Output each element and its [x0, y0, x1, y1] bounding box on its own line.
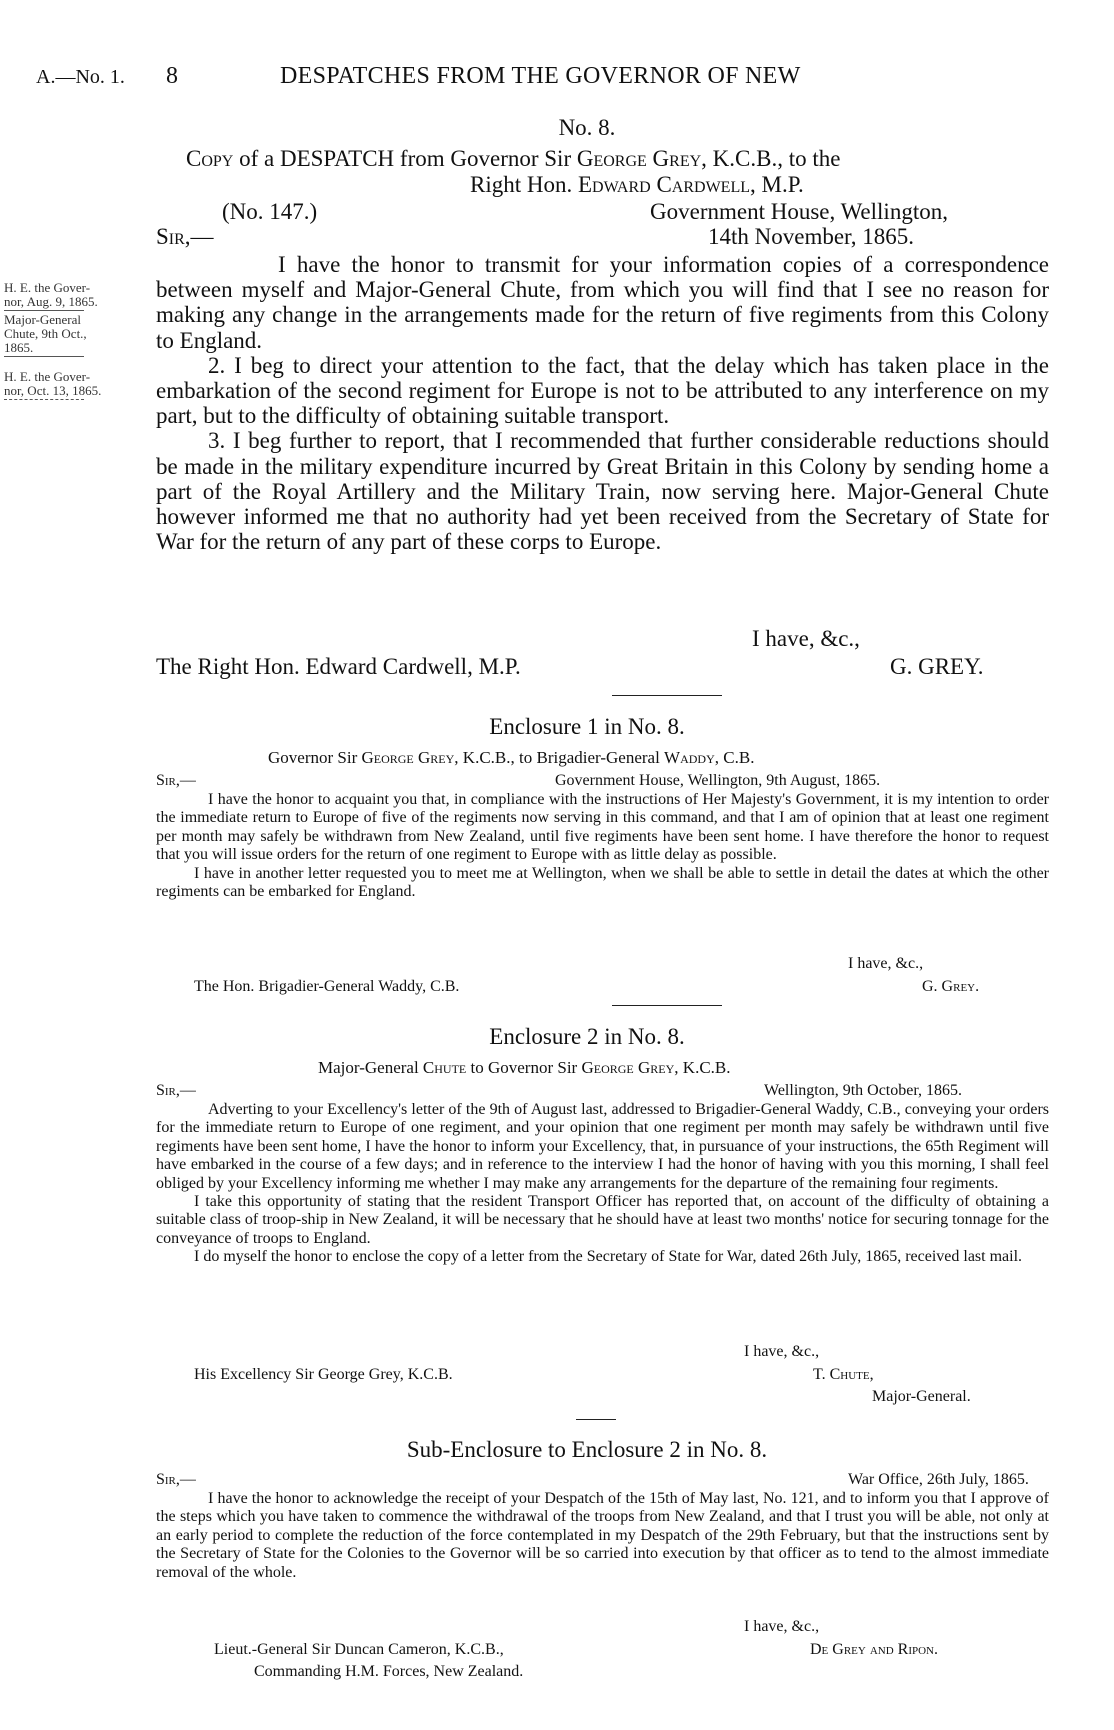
enclosure1-salutation: Sir,—: [156, 772, 196, 789]
despatch-para-1: I have the honor to transmit for your information copies of a correspondence between myself and Major-General Chute, from which you will find that I see no reason for making any change in the arrangements made for the return of five regiments from this Colony to England.: [156, 252, 1049, 353]
enclosure2-heading: Enclosure 2 in No. 8.: [489, 1024, 685, 1049]
margin-note-2-line3: 1865.: [4, 340, 34, 355]
enclosure2-para-2: I take this opportunity of stating that the resident Transport Officer has reported that, on account of the difficulty of obtaining a suitable class of troop-ship in New Zealand, it will be necessary that he should have at least two months' notice for securing tonnage for the conveyance of troops to England.: [156, 1193, 1049, 1247]
subenclosure-signature: De Grey and Ripon.: [810, 1641, 939, 1658]
enclosure2-signature-rank: Major-General.: [872, 1388, 971, 1405]
despatch-signature: G. GREY.: [890, 654, 984, 679]
enclosure2-body: [156, 1101, 1049, 1267]
page-number: 8: [166, 63, 178, 89]
margin-note-rule: [4, 356, 84, 357]
series-label: A.—No. 1.: [36, 66, 125, 88]
margin-note-2: [4, 313, 87, 357]
despatch-addressee: The Right Hon. Edward Cardwell, M.P.: [156, 654, 521, 679]
enclosure1-closing: I have, &c.,: [848, 955, 924, 972]
enclosure1-place-date: Government House, Wellington, 9th August, 1865.: [555, 772, 881, 789]
enclosure2-subtitle: Major-General Chute to Governor Sir George Grey, K.C.B.: [318, 1058, 731, 1077]
enclosure2-addressee: His Excellency Sir George Grey, K.C.B.: [194, 1366, 453, 1383]
subenclosure-heading: Sub-Enclosure to Enclosure 2 in No. 8.: [406, 1437, 768, 1462]
subenclosure-addressee-line2: Commanding H.M. Forces, New Zealand.: [254, 1663, 524, 1680]
subenclosure-salutation: Sir,—: [156, 1471, 196, 1488]
margin-note-1-line2: nor, Aug. 9, 1865.: [4, 294, 98, 309]
despatch-closing: I have, &c.,: [752, 626, 860, 651]
enclosure1-signature: G. Grey.: [922, 978, 980, 995]
margin-note-rule: [4, 399, 84, 400]
enclosure2-signature: T. Chute,: [813, 1366, 874, 1383]
enclosure1-subtitle: Governor Sir George Grey, K.C.B., to Brigadier-General Waddy, C.B.: [268, 748, 755, 767]
enclosure2-para-3: I do myself the honor to enclose the copy of a letter from the Secretary of State for War, dated 26th July, 1865, received last mail.: [194, 1248, 1023, 1266]
section-divider: [612, 1005, 722, 1006]
running-title: DESPATCHES FROM THE GOVERNOR OF NEW: [280, 63, 801, 89]
margin-note-1: [4, 281, 98, 311]
section-divider: [576, 1419, 616, 1420]
margin-note-2-line1: Major-General: [4, 312, 81, 327]
enclosure2-closing: I have, &c.,: [744, 1343, 820, 1360]
subenclosure-place-date: War Office, 26th July, 1865.: [848, 1471, 1029, 1488]
despatch-title-line2: Right Hon. Edward Cardwell, M.P.: [470, 172, 804, 197]
despatch-title-line1: Copy of a DESPATCH from Governor Sir George Grey, K.C.B., to the: [186, 146, 841, 171]
despatch-number: No. 8.: [558, 115, 616, 140]
enclosure1-para-1: I have the honor to acquaint you that, in compliance with the instructions of Her Majesty's Government, it is my intention to order the immediate return to Europe of five of the regiments now serving in this command, and that I am of opinion that at least one regiment per month may safely be withdrawn from New Zealand, until five regiments have been sent home. I have therefore the honor to request that you will issue orders for the return of one regiment to Europe with as little delay as possible.: [156, 791, 1049, 864]
despatch-place: Government House, Wellington,: [650, 199, 948, 224]
enclosure1-para-2: I have in another letter requested you to meet me at Wellington, when we shall be able to settle in detail the dates at which the other regiments can be embarked for England.: [156, 864, 1049, 901]
margin-note-3-line2: nor, Oct. 13, 1865.: [4, 383, 102, 398]
subenclosure-para-1: I have the honor to acknowledge the receipt of your Despatch of the 15th of May last, No. 121, and to inform you that I approve of the steps which you have taken to commence the withdrawal of the troops from New Zealand, and that I trust you will be able, not only at an early period to complete the reduction of the force contemplated in my Despatch of the 29th February, but that the instructions sent by the Secretary of State for the Colonies to the Governor will be so carried into execution by that officer as to tend to the almost immediate removal of the whole.: [156, 1490, 1049, 1581]
margin-note-rule: [4, 310, 84, 311]
despatch-salutation: Sir,—: [156, 224, 214, 249]
despatch-para-3: 3. I beg further to report, that I recommended that further considerable reductions should be made in the military expenditure incurred by Great Britain in this Colony by sending home a part of the Royal Artillery and the Military Train, now serving here. Major-General Chute however informed me that no authority had yet been received from the Secretary of State for War for the return of any part of these corps to Europe.: [156, 428, 1049, 555]
section-divider: [612, 695, 722, 696]
subenclosure-closing: I have, &c.,: [744, 1618, 820, 1635]
enclosure2-place-date: Wellington, 9th October, 1865.: [764, 1082, 963, 1099]
margin-note-3-line1: H. E. the Gover-: [4, 369, 91, 384]
subenclosure-addressee-line1: Lieut.-General Sir Duncan Cameron, K.C.B.,: [214, 1641, 504, 1658]
despatch-date: 14th November, 1865.: [708, 224, 915, 249]
enclosure1-addressee: The Hon. Brigadier-General Waddy, C.B.: [194, 978, 460, 995]
margin-note-3: [4, 370, 101, 400]
despatch-ref: (No. 147.): [222, 199, 318, 224]
enclosure2-para-1: Adverting to your Excellency's letter of the 9th of August last, addressed to Brigadier-General Waddy, C.B., conveying your orders for the immediate return to Europe of one regiment, and your opinion that one regiment per month may safely be withdrawn until five regiments have been sent home, I have the honor to inform your Excellency, that, in pursuance of your instructions, the 65th Regiment will have embarked in the course of a few days; and in reference to the interview I had the honor of having with you this morning, I shall feel obliged by your Excellency informing me whether I may make any arrangements for the departure of the remaining four regiments.: [156, 1101, 1049, 1192]
despatch-body: [156, 252, 1049, 554]
margin-note-2-line2: Chute, 9th Oct.,: [4, 326, 87, 341]
despatch-para-2: 2. I beg to direct your attention to the fact, that the delay which has taken place in the embarkation of the second regiment for Europe is not to be attributed to any interference on my part, but to the difficulty of obtaining suitable transport.: [156, 352, 1049, 429]
margin-note-1-line1: H. E. the Gover-: [4, 280, 91, 295]
subenclosure-body: [156, 1490, 1049, 1582]
enclosure2-salutation: Sir,—: [156, 1082, 196, 1099]
enclosure1-body: [156, 791, 1049, 901]
enclosure1-heading: Enclosure 1 in No. 8.: [489, 714, 685, 739]
